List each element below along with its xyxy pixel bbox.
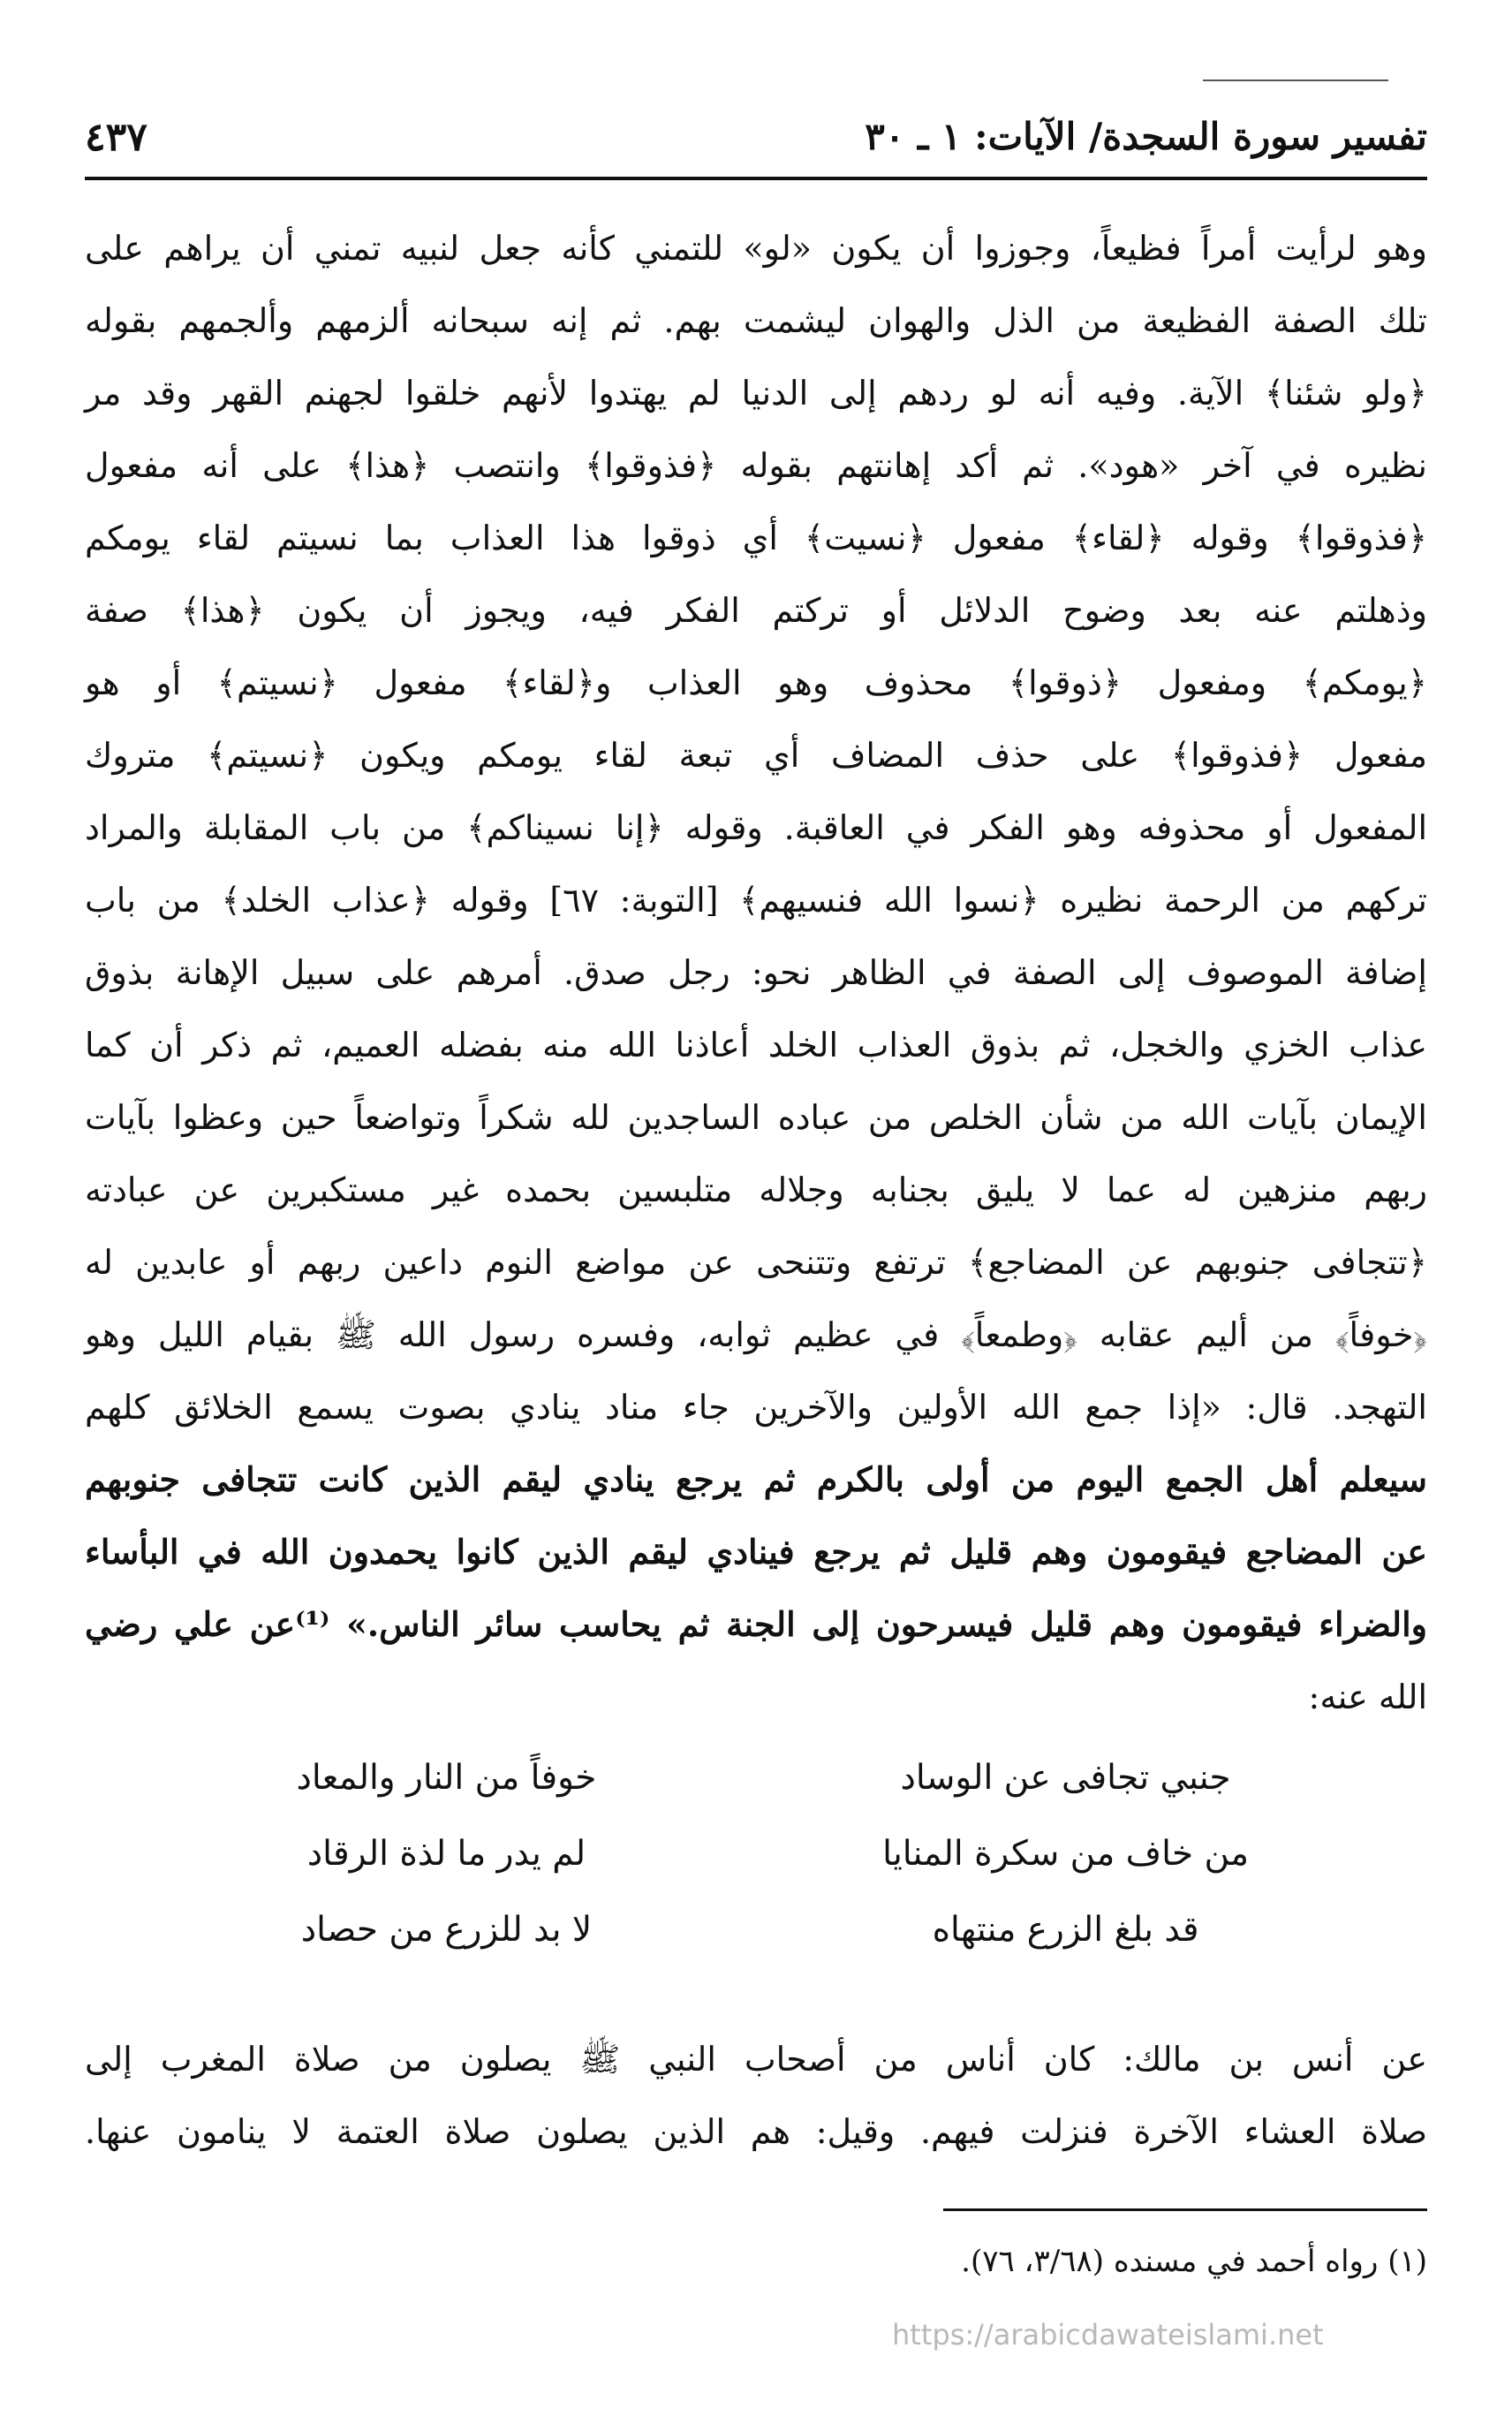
hadith-line: سيعلم أهل الجمع اليوم من أولى بالكرم ثم يرجع ينادي ليقم الذين كانت تتجافى جنوبهم — [85, 1459, 1427, 1499]
text-line: مفعول ﴿فذوقوا﴾ على حذف المضاف أي تبعة لقاء يومكم ويكون ﴿نسيتم﴾ متروك — [85, 736, 1427, 775]
text-line: ﴿تتجافى جنوبهم عن المضاجع﴾ ترتفع وتتنحى عن مواضع النوم داعين ربهم أو عابدين له — [85, 1243, 1427, 1282]
text-line: تلك الصفة الفظيعة من الذل والهوان ليشمت بهم. ثم إنه سبحانه ألزمهم وألجمهم بقوله — [85, 301, 1427, 340]
closing-paragraph — [85, 2023, 1427, 2168]
text-line: ربهم منزهين له عما لا يليق بجنابه وجلاله متلبسين بحمده غير مستكبرين عن عبادته — [85, 1170, 1427, 1209]
page-header — [85, 115, 1427, 177]
text-line: التهجد. قال: «إذا جمع الله الأولين والآخرين جاء مناد ينادي بصوت يسمع الخلائق كلهم — [85, 1388, 1427, 1427]
footnote-rule — [943, 2208, 1427, 2211]
poem-verse — [203, 1910, 1309, 1986]
poem-verse — [203, 1758, 1309, 1834]
poem-hemistich-first: جنبي تجافى عن الوساد — [900, 1758, 1231, 1798]
top-decorative-rule — [1203, 80, 1388, 81]
text-line: الإيمان بآيات الله من شأن الخلص من عباده الساجدين لله شكراً وتواضعاً حين وعظوا بآيات — [85, 1098, 1427, 1137]
text-line: وهو لرأيت أمراً فظيعاً، وجوزوا أن يكون «لو» للتمني كأنه جعل لنبيه تمني أن يراهم على — [85, 229, 1427, 268]
watermark: https://arabicdawateislami.net — [892, 2318, 1324, 2352]
hadith-line: عن المضاجع فيقومون وهم قليل ثم يرجع فينادي ليقم الذين كانوا يحمدون الله في البأساء — [85, 1532, 1427, 1572]
text-line: تركهم من الرحمة نظيره ﴿نسوا الله فنسيهم﴾ [التوبة: ٦٧] وقوله ﴿عذاب الخلد﴾ من باب — [85, 881, 1428, 920]
text-line: إضافة الموصوف إلى الصفة في الظاهر نحو: رجل صدق. أمرهم على سبيل الإهانة بذوق — [85, 953, 1427, 992]
text-line: ﴿يومكم﴾ ومفعول ﴿ذوقوا﴾ محذوف وهو العذاب و﴿لقاء﴾ مفعول ﴿نسيتم﴾ أو هو — [85, 663, 1427, 702]
text-line: ﴿ولو شئنا﴾ الآية. وفيه أنه لو ردهم إلى الدنيا لم يهتدوا لأنهم خلقوا لجهنم القهر وقد مر — [85, 374, 1427, 413]
poem-hemistich-second: خوفاً من النار والمعاد — [296, 1758, 597, 1798]
poem-hemistich-first: من خاف من سكرة المنايا — [882, 1834, 1250, 1874]
poem — [203, 1758, 1309, 1986]
header-rule — [85, 177, 1427, 180]
text-line: عن أنس بن مالك: كان أناس من أصحاب النبي ﷺ يصلون من صلاة المغرب إلى — [85, 2040, 1427, 2079]
text-line: المفعول أو محذوفه وهو الفكر في العاقبة. وقوله ﴿إنا نسيناكم﴾ من باب المقابلة والمراد — [85, 808, 1427, 847]
text-line: نظيره في آخر «هود». ثم أكد إهانتهم بقوله ﴿فذوقوا﴾ وانتصب ﴿هذا﴾ على أنه مفعول — [85, 446, 1427, 485]
running-title: تفسير سورة السجدة/ الآيات: ١ ـ ٣٠ — [865, 115, 1427, 158]
text-line: ﴿فذوقوا﴾ وقوله ﴿لقاء﴾ مفعول ﴿نسيت﴾ أي ذوقوا هذا العذاب بما نسيتم لقاء يومكم — [85, 519, 1427, 557]
text-line: صلاة العشاء الآخرة فنزلت فيهم. وقيل: هم الذين يصلون صلاة العتمة لا ينامون عنها. — [85, 2112, 1427, 2151]
text-line: عذاب الخزي والخجل، ثم بذوق العذاب الخلد أعاذنا الله منه بفضله العميم، ثم ذكر أن كما — [85, 1026, 1427, 1064]
poem-hemistich-first: قد بلغ الزرع منتهاه — [932, 1910, 1199, 1950]
text-line: ﴿خوفاً﴾ من أليم عقابه ﴿وطمعاً﴾ في عظيم ثوابه، وفسره رسول الله ﷺ بقيام الليل وهو — [85, 1315, 1427, 1354]
footnote: (١) رواه أحمد في مسنده (٣/٦٨، ٧٦). — [961, 2244, 1427, 2279]
page-number: ٤٣٧ — [85, 115, 147, 160]
poem-hemistich-second: لم يدر ما لذة الرقاد — [306, 1834, 586, 1874]
hadith-line: والضراء فيقومون وهم قليل فيسرحون إلى الجنة ثم يحاسب سائر الناس.» ⁽¹⁾عن علي رضي — [85, 1604, 1427, 1644]
text-line: الله عنه: — [1308, 1678, 1427, 1716]
poem-verse — [203, 1834, 1309, 1910]
poem-hemistich-second: لا بد للزرع من حصاد — [300, 1910, 593, 1950]
main-text — [85, 212, 1427, 1733]
text-line: وذهلتم عنه بعد وضوح الدلائل أو تركتم الفكر فيه، ويجوز أن يكون ﴿هذا﴾ صفة — [85, 591, 1427, 630]
